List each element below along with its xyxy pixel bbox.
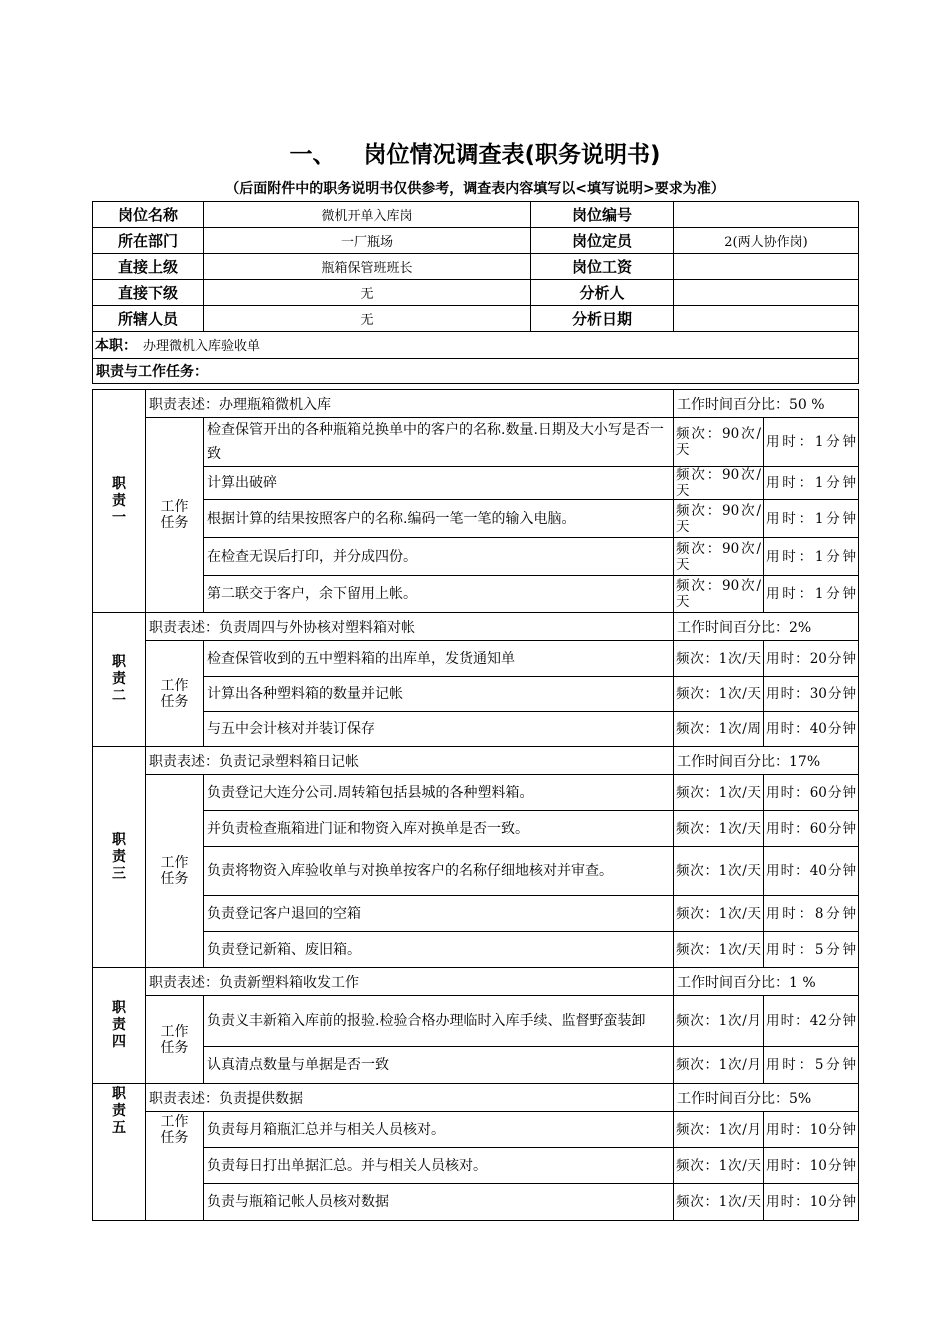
field-value: 一厂瓶场 <box>204 228 531 254</box>
field-label: 分析日期 <box>531 306 674 332</box>
task-frequency: 频次：1次/天 <box>674 932 764 968</box>
task-text: 负责每月箱瓶汇总并与相关人员核对。 <box>204 1112 674 1148</box>
task-row <box>93 1047 859 1084</box>
time-percentage: 工作时间百分比：50 % <box>674 390 859 418</box>
task-row <box>93 641 859 677</box>
duty-description: 职责表述：办理瓶箱微机入库 <box>146 390 674 418</box>
summary-row <box>93 332 859 359</box>
task-row <box>93 712 859 747</box>
task-row <box>93 996 859 1047</box>
task-row <box>93 1112 859 1148</box>
task-row <box>93 500 859 538</box>
task-text: 检查保管开出的各种瓶箱兑换单中的客户的名称.数量.日期及大小写是否一致 <box>204 418 674 467</box>
task-text: 与五中会计核对并装订保存 <box>204 712 674 747</box>
time-percentage: 工作时间百分比：2% <box>674 613 859 641</box>
duties-rows <box>93 390 859 1221</box>
duty-name: 职责三 <box>93 747 146 968</box>
duty-name: 职责一 <box>93 390 146 613</box>
task-text: 负责与瓶箱记帐人员核对数据 <box>204 1184 674 1221</box>
info-row <box>93 254 859 280</box>
task-duration: 用时：20分钟 <box>764 641 859 677</box>
task-text: 负责登记客户退回的空箱 <box>204 896 674 932</box>
duty-description: 职责表述：负责记录塑料箱日记帐 <box>146 747 674 775</box>
task-group-label: 工作任务 <box>146 641 204 747</box>
task-duration: 用时：1分钟 <box>764 538 859 576</box>
task-duration: 用时：60分钟 <box>764 811 859 847</box>
task-text: 在检查无误后打印，并分成四份。 <box>204 538 674 576</box>
field-label: 岗位工资 <box>531 254 674 280</box>
task-duration: 用时：10分钟 <box>764 1148 859 1184</box>
field-value: 无 <box>204 280 531 306</box>
title-text: 岗位情况调查表(职务说明书) <box>363 142 661 168</box>
task-frequency: 频次：1次/天 <box>674 775 764 811</box>
task-frequency: 频次：1次/天 <box>674 1184 764 1221</box>
task-duration: 用时：1分钟 <box>764 500 859 538</box>
task-frequency: 频次：90次/天 <box>674 500 764 538</box>
task-frequency: 频次：1次/月 <box>674 1047 764 1084</box>
task-frequency: 频次：1次/天 <box>674 896 764 932</box>
duty-description: 职责表述：负责周四与外协核对塑料箱对帐 <box>146 613 674 641</box>
task-duration: 用时：5分钟 <box>764 1047 859 1084</box>
task-row <box>93 847 859 896</box>
task-text: 第二联交于客户，余下留用上帐。 <box>204 576 674 613</box>
info-row <box>93 306 859 332</box>
task-duration: 用时：60分钟 <box>764 775 859 811</box>
task-frequency: 频次：90次/天 <box>674 467 764 500</box>
duty-name: 职责四 <box>93 968 146 1084</box>
info-row <box>93 202 859 228</box>
info-table <box>92 201 859 384</box>
task-text: 负责登记新箱、废旧箱。 <box>204 932 674 968</box>
page-title <box>0 136 950 169</box>
task-frequency: 频次：1次/周 <box>674 712 764 747</box>
info-row <box>93 228 859 254</box>
task-frequency: 频次：1次/月 <box>674 996 764 1047</box>
task-row <box>93 811 859 847</box>
duties-header-row <box>93 359 859 384</box>
task-frequency: 频次：90次/天 <box>674 576 764 613</box>
task-frequency: 频次：1次/天 <box>674 811 764 847</box>
task-text: 负责义丰新箱入库前的报验.检验合格办理临时入库手续、监督野蛮装卸 <box>204 996 674 1047</box>
task-row <box>93 1184 859 1221</box>
time-percentage: 工作时间百分比：5% <box>674 1084 859 1112</box>
task-duration: 用时：30分钟 <box>764 677 859 712</box>
field-label: 所辖人员 <box>93 306 204 332</box>
field-label: 直接下级 <box>93 280 204 306</box>
duties-label: 职责与工作任务： <box>93 359 859 384</box>
info-row <box>93 280 859 306</box>
field-value <box>674 280 859 306</box>
task-frequency: 频次：90次/天 <box>674 418 764 467</box>
field-value <box>674 254 859 280</box>
task-frequency: 频次：1次/天 <box>674 677 764 712</box>
task-duration: 用时：1分钟 <box>764 576 859 613</box>
duty-row <box>93 1084 859 1112</box>
task-text: 负责将物资入库验收单与对换单按客户的名称仔细地核对并审查。 <box>204 847 674 896</box>
task-duration: 用时：8分钟 <box>764 896 859 932</box>
task-text: 计算出破碎 <box>204 467 674 500</box>
task-group-label: 工作任务 <box>146 996 204 1084</box>
summary-text: 办理微机入库验收单 <box>143 339 261 354</box>
task-duration: 用时：10分钟 <box>764 1184 859 1221</box>
task-group-label: 工作任务 <box>146 1112 204 1221</box>
field-value: 瓶箱保管班班长 <box>204 254 531 280</box>
task-duration: 用时：1分钟 <box>764 467 859 500</box>
task-frequency: 频次：1次/天 <box>674 1148 764 1184</box>
time-percentage: 工作时间百分比：17% <box>674 747 859 775</box>
task-duration: 用时：40分钟 <box>764 847 859 896</box>
task-frequency: 频次：90次/天 <box>674 538 764 576</box>
task-row <box>93 467 859 500</box>
task-text: 负责每日打出单据汇总。并与相关人员核对。 <box>204 1148 674 1184</box>
task-text: 根据计算的结果按照客户的名称.编码一笔一笔的输入电脑。 <box>204 500 674 538</box>
page-subtitle: （后面附件中的职务说明书仅供参考，调查表内容填写以<填写说明>要求为准） <box>225 181 725 197</box>
duty-row <box>93 390 859 418</box>
field-label: 岗位编号 <box>531 202 674 228</box>
task-row <box>93 896 859 932</box>
duty-row <box>93 968 859 996</box>
task-duration: 用时：42分钟 <box>764 996 859 1047</box>
task-row <box>93 1148 859 1184</box>
field-label: 所在部门 <box>93 228 204 254</box>
duty-name: 职责二 <box>93 613 146 747</box>
field-value <box>674 202 859 228</box>
task-duration: 用时：1分钟 <box>764 418 859 467</box>
title-number: 一、 <box>289 142 336 168</box>
field-label: 分析人 <box>531 280 674 306</box>
field-label: 直接上级 <box>93 254 204 280</box>
field-value: 无 <box>204 306 531 332</box>
info-rows <box>93 202 859 384</box>
task-duration: 用时：5分钟 <box>764 932 859 968</box>
duty-description: 职责表述：负责新塑料箱收发工作 <box>146 968 674 996</box>
task-frequency: 频次：1次/月 <box>674 1112 764 1148</box>
duty-description: 职责表述：负责提供数据 <box>146 1084 674 1112</box>
task-group-label: 工作任务 <box>146 775 204 968</box>
duty-row <box>93 747 859 775</box>
task-text: 并负责检查瓶箱进门证和物资入库对换单是否一致。 <box>204 811 674 847</box>
field-value: 微机开单入库岗 <box>204 202 531 228</box>
task-group-label: 工作任务 <box>146 418 204 613</box>
field-label: 岗位名称 <box>93 202 204 228</box>
duty-row <box>93 613 859 641</box>
duties-table <box>92 389 859 1221</box>
summary-label: 本职： <box>95 338 137 354</box>
field-value: 2(两人协作岗) <box>674 228 859 254</box>
duty-name: 职责五 <box>93 1084 146 1221</box>
field-label: 岗位定员 <box>531 228 674 254</box>
task-duration: 用时：10分钟 <box>764 1112 859 1148</box>
task-frequency: 频次：1次/天 <box>674 847 764 896</box>
task-duration: 用时：40分钟 <box>764 712 859 747</box>
task-row <box>93 576 859 613</box>
task-text: 认真清点数量与单据是否一致 <box>204 1047 674 1084</box>
time-percentage: 工作时间百分比：1 % <box>674 968 859 996</box>
task-row <box>93 538 859 576</box>
task-row <box>93 775 859 811</box>
field-value <box>674 306 859 332</box>
task-frequency: 频次：1次/天 <box>674 641 764 677</box>
task-row <box>93 418 859 467</box>
task-row <box>93 677 859 712</box>
task-row <box>93 932 859 968</box>
task-text: 计算出各种塑料箱的数量并记帐 <box>204 677 674 712</box>
task-text: 负责登记大连分公司.周转箱包括县城的各种塑料箱。 <box>204 775 674 811</box>
task-text: 检查保管收到的五中塑料箱的出库单，发货通知单 <box>204 641 674 677</box>
